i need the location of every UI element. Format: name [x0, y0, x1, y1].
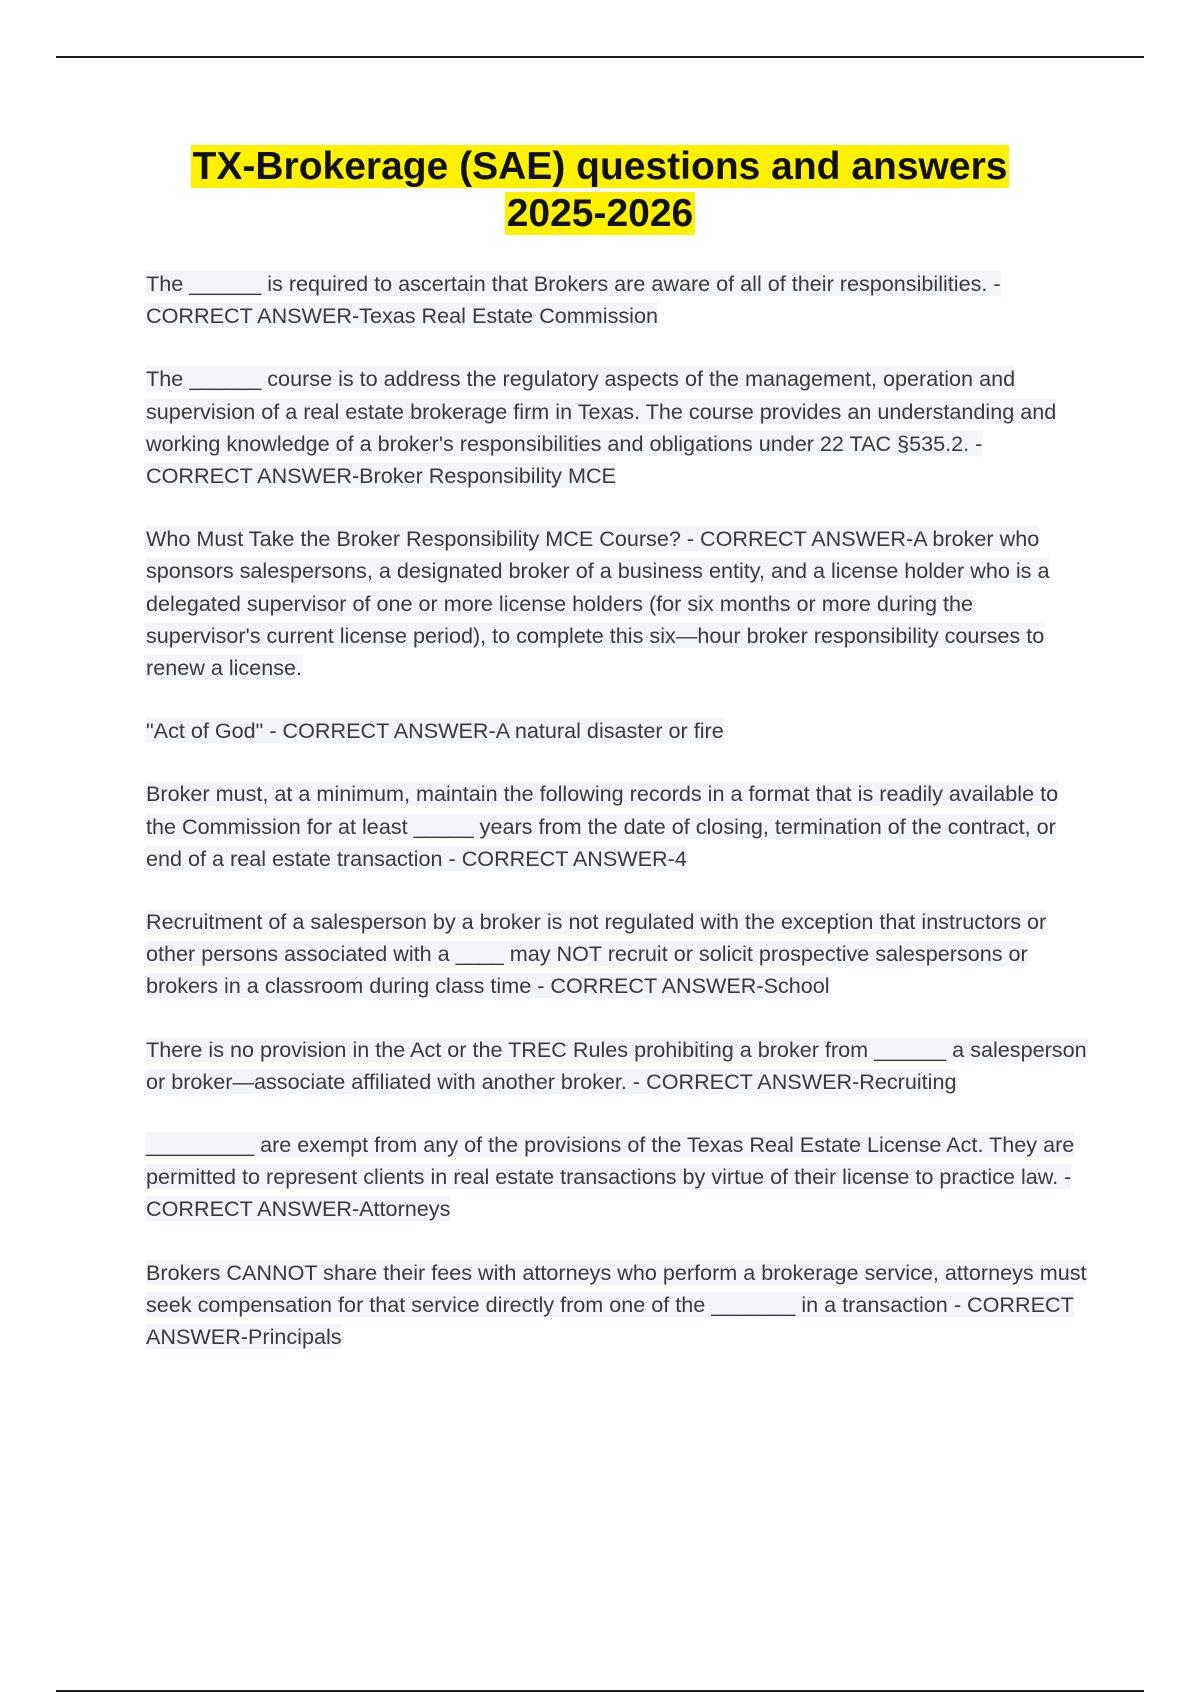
- qa-text: The ______ is required to ascertain that Brokers are aware of all of their responsibilities. - CORRECT ANSWER-Texas Real Estate Commission: [146, 271, 1001, 329]
- qa-text: Who Must Take the Broker Responsibility MCE Course? - CORRECT ANSWER-A broker who sponsors salespersons, a designated broker of a business entity, and a license holder who is a delegated supervisor of one or more license holders (for six months or more during the supervisor's current license period), to complete this six—hour broker responsibility courses to renew a license.: [146, 526, 1050, 681]
- qa-text: There is no provision in the Act or the TREC Rules prohibiting a broker from ______ a salesperson or broker—associate affiliated with another broker. - CORRECT ANSWER-Recruiting: [146, 1036, 1087, 1094]
- qa-list: [146, 268, 1092, 1384]
- qa-item-1: [146, 268, 1092, 332]
- bottom-rule: [56, 1690, 1144, 1692]
- qa-item-4: [146, 715, 1092, 747]
- qa-text: Broker must, at a minimum, maintain the following records in a format that is readily available to the Commission for at least _____ years from the date of closing, termination of the contract, or end of a real estate transaction - CORRECT ANSWER-4: [146, 781, 1059, 871]
- qa-item-3: [146, 523, 1092, 684]
- top-rule: [56, 56, 1144, 58]
- title-line-1: TX-Brokerage (SAE) questions and answers: [192, 145, 1008, 188]
- document-title: [100, 143, 1100, 237]
- qa-text: Recruitment of a salesperson by a broker is not regulated with the exception that instructors or other persons associated with a ____ may NOT recruit or solicit prospective salespersons or brokers in a classroom during class time - CORRECT ANSWER-School: [146, 909, 1047, 999]
- qa-text: The ______ course is to address the regulatory aspects of the management, operation and supervision of a real estate brokerage firm in Texas. The course provides an understanding and working knowledge of a broker's responsibilities and obligations under 22 TAC §535.2. - CORRECT ANSWER-Broker Responsibility MCE: [146, 366, 1057, 489]
- qa-text: _________ are exempt from any of the provisions of the Texas Real Estate License Act. They are permitted to represent clients in real estate transactions by virtue of their license to practice law. - CORRECT ANSWER-Attorneys: [146, 1132, 1075, 1222]
- qa-item-8: [146, 1129, 1092, 1226]
- qa-item-5: [146, 778, 1092, 875]
- qa-item-2: [146, 363, 1092, 492]
- qa-item-9: [146, 1257, 1092, 1354]
- qa-text: "Act of God" - CORRECT ANSWER-A natural disaster or fire: [146, 718, 724, 744]
- qa-item-6: [146, 906, 1092, 1003]
- qa-text: Brokers CANNOT share their fees with attorneys who perform a brokerage service, attorneys must seek compensation for that service directly from one of the _______ in a transaction - CORRECT ANSWER-Principals: [146, 1259, 1087, 1350]
- qa-item-7: [146, 1034, 1092, 1098]
- title-line-2: 2025-2026: [506, 192, 694, 235]
